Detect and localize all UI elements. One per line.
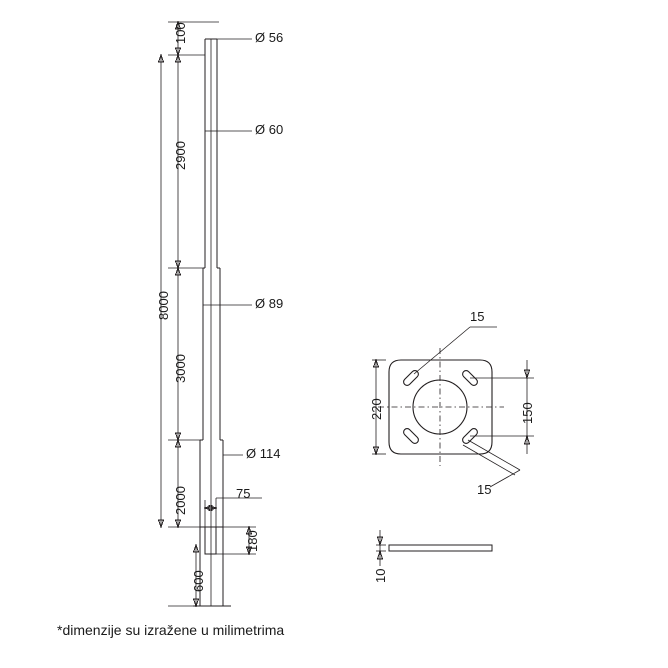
base-plate-plan-geometry <box>378 348 504 466</box>
dimension-label-8000: 8000 <box>156 291 171 320</box>
dimension-label-100: 100 <box>173 22 188 44</box>
base-plate-side-geometry <box>376 530 492 566</box>
dimension-label-2900: 2900 <box>173 141 188 170</box>
dimension-label-600: 600 <box>191 570 206 592</box>
plate-slot-label-15-top: 15 <box>470 309 485 324</box>
door-height-label-180: 180 <box>245 530 260 552</box>
diameter-label-60: Ø 60 <box>255 122 284 137</box>
dimension-label-2000: 2000 <box>173 486 188 515</box>
pole-elevation-geometry <box>193 39 231 606</box>
door-width-label-75: 75 <box>236 486 251 501</box>
pole-diameter-leaders <box>217 39 252 455</box>
diameter-label-89: Ø 89 <box>255 296 284 311</box>
diameter-label-114: Ø 114 <box>246 446 281 461</box>
dimension-label-3000: 3000 <box>173 354 188 383</box>
plate-width-label-220: 220 <box>369 398 384 420</box>
bolt-spacing-label-150: 150 <box>520 402 535 424</box>
plate-thickness-label-10: 10 <box>373 568 388 583</box>
units-footnote: *dimenzije su izražene u milimetrima <box>57 622 285 638</box>
plate-slot-label-15-bottom: 15 <box>477 482 492 497</box>
diameter-label-56: Ø 56 <box>255 30 284 45</box>
